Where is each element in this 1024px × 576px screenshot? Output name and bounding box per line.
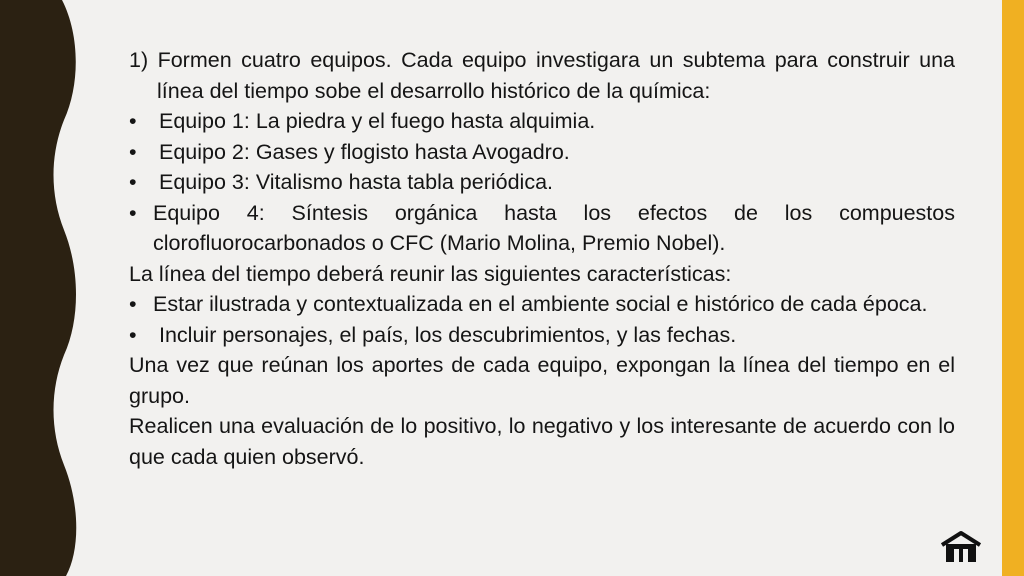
characteristic-text: Estar ilustrada y contextualizada en el ambiente social e histórico de cada época. — [153, 292, 928, 316]
bullet: • — [129, 322, 137, 347]
characteristic-item-1 — [129, 289, 955, 320]
bullet: • — [129, 200, 137, 225]
team-item-4 — [129, 198, 955, 259]
bullet: • — [129, 292, 137, 316]
bullet: • — [129, 170, 137, 194]
team-item-3 — [129, 167, 955, 198]
team-text: Equipo 4: Síntesis orgánica hasta los efectos de los compuestos clorofluorocarbonados o CFC (Mario Molina, Premio Nobel). — [153, 200, 955, 255]
characteristic-text: Incluir personajes, el país, los descubrimientos, y las fechas. — [159, 322, 737, 347]
evaluate-paragraph: Realicen una evaluación de lo positivo, lo negativo y los interesante de acuerdo con lo que cada quien observó. — [129, 414, 955, 469]
team-text: Equipo 1: La piedra y el fuego hasta alquimia. — [159, 109, 596, 133]
bullet: • — [129, 109, 137, 133]
team-item-1 — [129, 106, 955, 137]
intro-text: 1) Formen cuatro equipos. Cada equipo investigara un subtema para construir una línea del tiempo sobe el desarrollo histórico de la química: — [129, 48, 955, 103]
team-text: Equipo 2: Gases y flogisto hasta Avogadro. — [159, 139, 570, 164]
decorative-wavy-band — [0, 0, 80, 576]
expose-paragraph: Una vez que reúnan los aportes de cada equipo, expongan la línea del tiempo en el grupo. — [129, 353, 955, 408]
team-text: Equipo 3: Vitalismo hasta tabla periódica. — [159, 170, 554, 194]
team-item-2 — [129, 137, 955, 168]
slide-content — [129, 45, 955, 472]
bullet: • — [129, 139, 137, 164]
characteristic-item-2 — [129, 320, 955, 351]
accent-stripe — [1002, 0, 1024, 576]
characteristics-heading: La línea del tiempo deberá reunir las siguientes características: — [129, 261, 732, 286]
home-icon[interactable] — [940, 530, 982, 564]
